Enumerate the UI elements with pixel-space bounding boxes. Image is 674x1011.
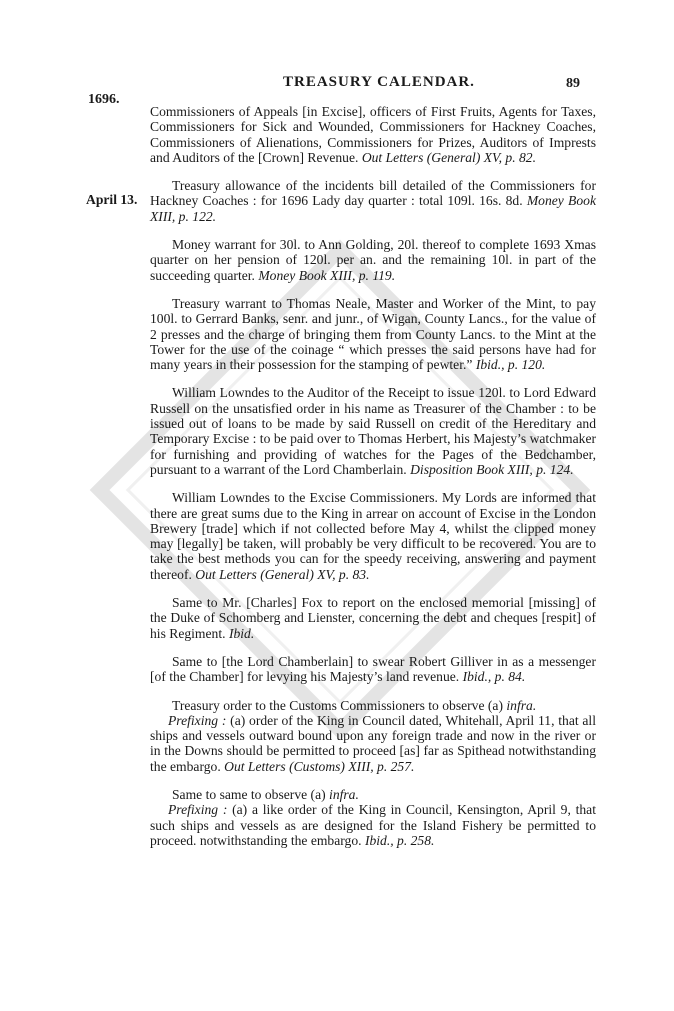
entry-4: William Lowndes to the Auditor of the Receipt to issue 120l. to Lord Edward Russell on the unsatisfied order in his name as Treasurer of the Chamber : to be issued out of loans to be made by said Russell on credit of the Hereditary and Temporary Excise : to be paid over to Thomas Herbert, his Majesty’s watchmaker for furnishing and providing of watches for the Pages of the Bedchamber, pursuant to a warrant of the Lord Chamberlain. Disposition Book XIII, p. 124. xyxy=(150,385,596,477)
reference: Ibid. xyxy=(228,625,255,641)
reference: Out Letters (Customs) XIII, p. 257. xyxy=(224,758,415,774)
entry-8: Treasury order to the Customs Commissioners to observe (a) infra. xyxy=(172,697,537,713)
reference: Ibid., p. 258. xyxy=(364,832,435,848)
reference: Money Book XIII, p. 119. xyxy=(258,267,396,283)
entries xyxy=(150,104,596,848)
reference: Ibid., p. 84. xyxy=(462,669,526,685)
entry-7: Same to [the Lord Chamberlain] to swear Robert Gilliver in as a messenger [of the Chamber] for levying his Majesty’s land revenue. Ibid., p. 84. xyxy=(150,653,596,685)
entry-0: Commissioners of Appeals [in Excise], officers of First Fruits, Agents for Taxes, Commissioners for Sick and Wounded, Commissioners for Hackney Coaches, Commissioners of Alienations, Commissioners for Prizes, Auditors of Imprests and Auditors of the [Crown] Revenue. Out Letters (General) XV, p. 82. xyxy=(150,104,596,165)
page-number: 89 xyxy=(566,76,580,91)
entry-3: Treasury warrant to Thomas Neale, Master and Worker of the Mint, to pay 100l. to Gerrard Banks, senr. and junr., of Wigan, County Lancs., for the value of 2 presses and the charge of bringing them from County Lancs. to the Mint at the Tower for the use of the coinage “ which presses the said persons have had for many years in their possession for the stamping of pewter.” Ibid., p. 120. xyxy=(150,295,596,373)
running-title: TREASURY CALENDAR. xyxy=(283,74,475,90)
entry-2: Money warrant for 30l. to Ann Golding, 20l. thereof to complete 1693 Xmas quarter on her pension of 120l. per an. and the remaining 10l. in part of the succeeding quarter. Money Book XIII, p. 119. xyxy=(150,237,596,283)
reference: Out Letters (General) XV, p. 83. xyxy=(195,566,370,582)
year-margin: 1696. xyxy=(88,92,120,107)
reference: Money Book XIII, p. 122. xyxy=(150,193,596,224)
entry-9: Same to same to observe (a) infra. xyxy=(172,786,359,802)
entry-6: Same to Mr. [Charles] Fox to report on the enclosed memorial [missing] of the Duke of Schomberg and Lienster, concerning the debt and cheques [respit] of his Regiment. Ibid. xyxy=(150,595,596,641)
reference: Disposition Book XIII, p. 124. xyxy=(410,461,574,477)
reference: Ibid., p. 120. xyxy=(475,357,546,373)
entry-5: William Lowndes to the Excise Commissioners. My Lords are informed that there are great sums due to the King in arrear on account of Excise in the London Brewery [trade] which if not collected before May 4, whilst the clipped money may [legally] be taken, will probably be very difficult to be recovered. You are to take the best methods you can for the speedy receiving, answering and payment thereof. Out Letters (General) XV, p. 83. xyxy=(150,490,596,582)
entry-9-prefixing: Prefixing : (a) a like order of the King in Council, Kensington, April 9, that such ships and vessels as are designed for the Island Fishery be permitted to proceed. notwithstanding the embargo. Ibid., p. 258. xyxy=(150,802,596,848)
entry-1: Treasury allowance of the incidents bill detailed of the Commissioners for Hackney Coaches : for 1696 Lady day quarter : total 109l. 16s. 8d. Money Book XIII, p. 122. xyxy=(150,178,596,224)
entry-8-prefixing: Prefixing : (a) order of the King in Council dated, Whitehall, April 11, that all ships and vessels outward bound upon any foreign trade and now in the river or in the Downs should be permitted to proceed [as] far as Spithead notwithstanding the embargo. Out Letters (Customs) XIII, p. 257. xyxy=(150,712,596,774)
reference: Out Letters (General) XV, p. 82. xyxy=(361,149,536,165)
margin-date: April 13. xyxy=(86,192,138,207)
